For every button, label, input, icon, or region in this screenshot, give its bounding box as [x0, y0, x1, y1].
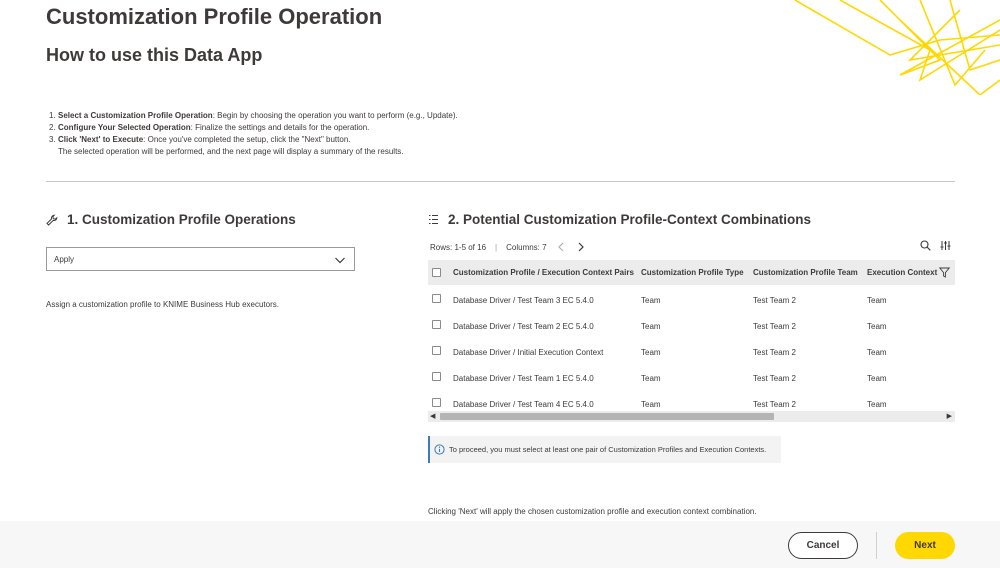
- row-checkbox[interactable]: [432, 346, 441, 355]
- table-cell: Test Team 2: [753, 296, 796, 305]
- column-header[interactable]: Customization Profile Team: [753, 268, 858, 277]
- row-checkbox[interactable]: [432, 372, 441, 381]
- step-heading: Select a Customization Profile Operation: [58, 111, 213, 120]
- button-separator: [876, 532, 877, 559]
- section-title-text: 2. Potential Customization Profile-Context Combinations: [448, 212, 812, 227]
- page-title: Customization Profile Operation: [46, 4, 383, 29]
- scroll-right-arrow-icon[interactable]: ▶: [946, 413, 952, 420]
- next-action-note: Clicking 'Next' will apply the chosen customization profile and execution context combination.: [428, 507, 757, 516]
- column-settings-icon[interactable]: [940, 240, 951, 251]
- table-row[interactable]: [428, 285, 955, 311]
- step-number: 1.: [49, 111, 56, 120]
- table-cell: Team: [867, 400, 887, 409]
- decorative-lines-graphic: [780, 0, 1000, 95]
- select-all-checkbox[interactable]: [432, 268, 441, 277]
- row-checkbox[interactable]: [432, 294, 441, 303]
- table-row[interactable]: [428, 363, 955, 389]
- table-cell: Database Driver / Test Team 4 EC 5.4.0: [453, 400, 594, 409]
- table-cell: Test Team 2: [753, 400, 796, 409]
- table-cell: Team: [867, 374, 887, 383]
- table-cell: Database Driver / Test Team 2 EC 5.4.0: [453, 322, 594, 331]
- next-button[interactable]: Next: [895, 532, 955, 559]
- table-row[interactable]: [428, 311, 955, 337]
- rows-count: Rows: 1-5 of 16: [430, 242, 487, 252]
- instructions-list: [49, 110, 458, 158]
- chevron-down-icon: [334, 254, 346, 266]
- list-checklist-icon: [428, 214, 439, 225]
- table-cell: Team: [641, 400, 661, 409]
- section-divider: [46, 181, 955, 182]
- instruction-note: The selected operation will be performed, and the next page will display a summary of the results.: [58, 147, 404, 156]
- table-cell: Database Driver / Test Team 3 EC 5.4.0: [453, 296, 594, 305]
- combinations-table: [428, 260, 955, 423]
- cancel-button[interactable]: Cancel: [788, 532, 858, 559]
- step-text: : Begin by choosing the operation you want to perform (e.g., Update).: [212, 111, 458, 120]
- row-checkbox[interactable]: [432, 398, 441, 407]
- row-checkbox[interactable]: [432, 320, 441, 329]
- table-cell: Test Team 2: [753, 374, 796, 383]
- chevron-right-icon[interactable]: [577, 242, 585, 252]
- info-icon: [434, 444, 445, 455]
- step-heading: Click 'Next' to Execute: [58, 135, 144, 144]
- table-cell: Team: [641, 348, 661, 357]
- table-cell: Database Driver / Test Team 1 EC 5.4.0: [453, 374, 594, 383]
- column-header[interactable]: Execution Context: [867, 268, 938, 277]
- column-header[interactable]: Customization Profile Type: [641, 268, 744, 277]
- step-text: : Finalize the settings and details for the operation.: [190, 123, 370, 132]
- horizontal-scrollbar[interactable]: [428, 411, 955, 422]
- info-message: [428, 436, 781, 463]
- instruction-step: [49, 110, 458, 122]
- wrench-icon: [46, 214, 58, 226]
- operation-select[interactable]: [46, 247, 355, 271]
- table-cell: Database Driver / Initial Execution Context: [453, 348, 604, 357]
- operations-section-title: [46, 212, 296, 227]
- step-number: 3.: [49, 135, 56, 144]
- step-heading: Configure Your Selected Operation: [58, 123, 191, 132]
- table-cell: Team: [867, 348, 887, 357]
- scroll-left-arrow-icon[interactable]: ◀: [430, 413, 436, 420]
- step-text: : Once you've completed the setup, click the "Next" button.: [143, 135, 351, 144]
- table-cell: Team: [641, 296, 661, 305]
- chevron-left-icon[interactable]: [557, 242, 565, 252]
- instruction-step: [49, 134, 458, 146]
- table-cell: Team: [641, 322, 661, 331]
- instruction-step: [49, 122, 458, 134]
- table-row[interactable]: [428, 337, 955, 363]
- columns-count: Columns: 7: [506, 242, 547, 252]
- combinations-section-title: [428, 212, 811, 227]
- table-cell: Test Team 2: [753, 348, 796, 357]
- table-cell: Team: [867, 322, 887, 331]
- select-value: Apply: [54, 254, 75, 264]
- step-number: 2.: [49, 123, 56, 132]
- column-header[interactable]: Customization Profile / Execution Context Pairs: [453, 268, 634, 277]
- table-toolbar: [430, 241, 955, 253]
- search-icon[interactable]: [920, 240, 931, 251]
- operation-description: Assign a customization profile to KNIME Business Hub executors.: [46, 300, 279, 309]
- table-cell: Team: [867, 296, 887, 305]
- info-message-text: To proceed, you must select at least one pair of Customization Profiles and Execution Contexts.: [449, 445, 767, 454]
- filter-icon[interactable]: [939, 267, 950, 278]
- toolbar-separator: |: [495, 242, 498, 252]
- table-cell: Test Team 2: [753, 322, 796, 331]
- table-cell: Team: [641, 374, 661, 383]
- page-subtitle: How to use this Data App: [46, 45, 263, 65]
- section-title-text: 1. Customization Profile Operations: [67, 212, 296, 227]
- scrollbar-thumb[interactable]: [440, 413, 774, 420]
- table-header: [428, 260, 955, 285]
